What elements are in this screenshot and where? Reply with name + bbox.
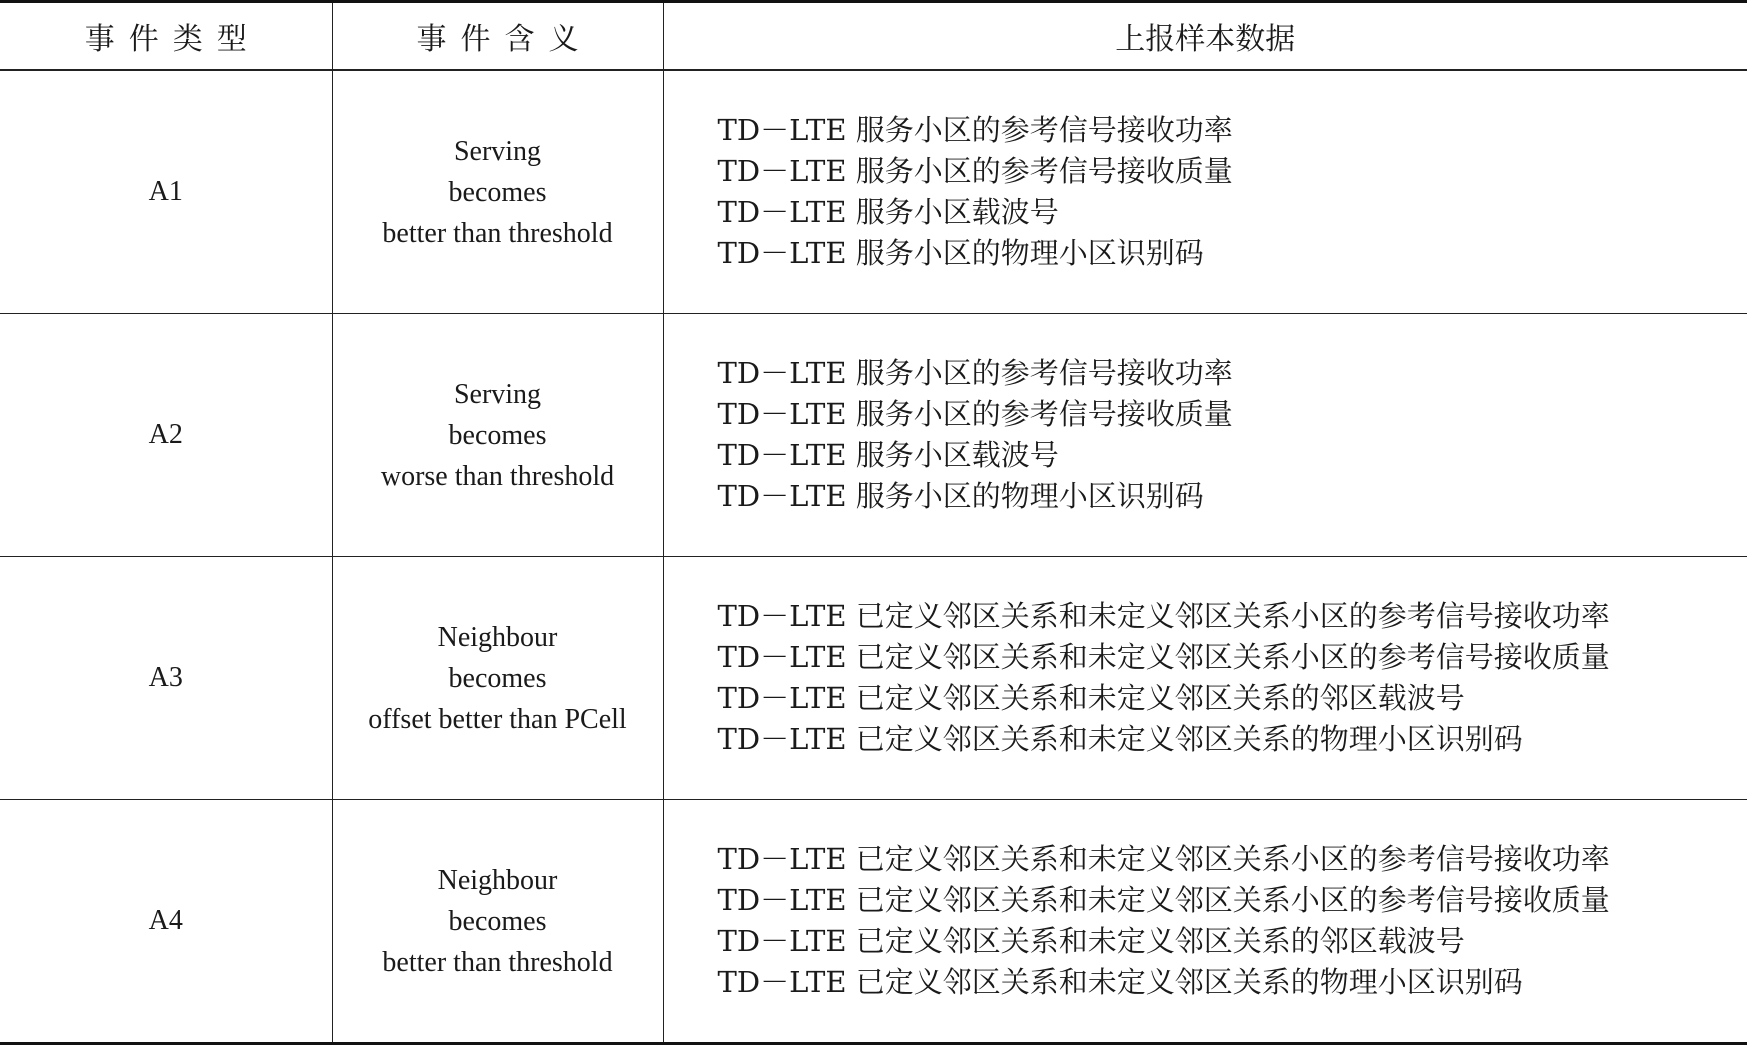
- data-line: TD－LTE 已定义邻区关系和未定义邻区关系小区的参考信号接收质量: [717, 640, 1610, 674]
- meaning-line: worse than threshold: [380, 460, 615, 492]
- data-line: TD－LTE 服务小区的物理小区识别码: [717, 479, 1204, 513]
- event-type-cell: A2: [0, 314, 332, 557]
- meaning-line: becomes: [448, 176, 547, 208]
- meaning-line: becomes: [448, 905, 547, 937]
- table-row: [0, 70, 1747, 314]
- event-type-cell: A1: [0, 70, 332, 314]
- data-line: TD－LTE 服务小区的参考信号接收质量: [717, 154, 1233, 188]
- meaning-line: Neighbour: [437, 864, 558, 896]
- data-line: TD－LTE 已定义邻区关系和未定义邻区关系的物理小区识别码: [717, 965, 1523, 999]
- data-line: TD－LTE 已定义邻区关系和未定义邻区关系的邻区载波号: [717, 924, 1465, 958]
- report-data-cell: [663, 800, 1747, 1044]
- meaning-line: better than threshold: [382, 217, 613, 249]
- data-line: TD－LTE 服务小区的物理小区识别码: [717, 236, 1204, 270]
- table-row: [0, 314, 1747, 557]
- table-row: [0, 557, 1747, 800]
- data-line: TD－LTE 服务小区载波号: [717, 438, 1059, 472]
- data-line: TD－LTE 已定义邻区关系和未定义邻区关系小区的参考信号接收功率: [717, 842, 1610, 876]
- data-line: TD－LTE 服务小区载波号: [717, 195, 1059, 229]
- data-line: TD－LTE 服务小区的参考信号接收功率: [717, 356, 1233, 390]
- header-event-type: 事件类型: [0, 2, 332, 71]
- event-type-cell: A3: [0, 557, 332, 800]
- event-meaning-cell: [332, 557, 663, 800]
- data-line: TD－LTE 已定义邻区关系和未定义邻区关系小区的参考信号接收质量: [717, 883, 1610, 917]
- meaning-line: becomes: [448, 662, 547, 694]
- table-header-row: [0, 2, 1747, 71]
- header-report-data: 上报样本数据: [663, 2, 1747, 71]
- data-line: TD－LTE 服务小区的参考信号接收质量: [717, 397, 1233, 431]
- data-line: TD－LTE 已定义邻区关系和未定义邻区关系的邻区载波号: [717, 681, 1465, 715]
- event-meaning-cell: [332, 314, 663, 557]
- report-data-cell: [663, 314, 1747, 557]
- header-event-meaning: 事件含义: [332, 2, 663, 71]
- meaning-line: Neighbour: [437, 621, 558, 653]
- report-data-cell: [663, 70, 1747, 314]
- report-data-cell: [663, 557, 1747, 800]
- meaning-line: better than threshold: [382, 946, 613, 978]
- event-type-cell: A4: [0, 800, 332, 1044]
- table-row: [0, 800, 1747, 1044]
- meaning-line: Serving: [453, 135, 542, 167]
- event-meaning-cell: [332, 70, 663, 314]
- meaning-line: becomes: [448, 419, 547, 451]
- data-line: TD－LTE 已定义邻区关系和未定义邻区关系小区的参考信号接收功率: [717, 599, 1610, 633]
- event-meaning-cell: [332, 800, 663, 1044]
- data-line: TD－LTE 服务小区的参考信号接收功率: [717, 113, 1233, 147]
- meaning-line: offset better than PCell: [368, 703, 627, 735]
- meaning-line: Serving: [453, 378, 542, 410]
- data-line: TD－LTE 已定义邻区关系和未定义邻区关系的物理小区识别码: [717, 722, 1523, 756]
